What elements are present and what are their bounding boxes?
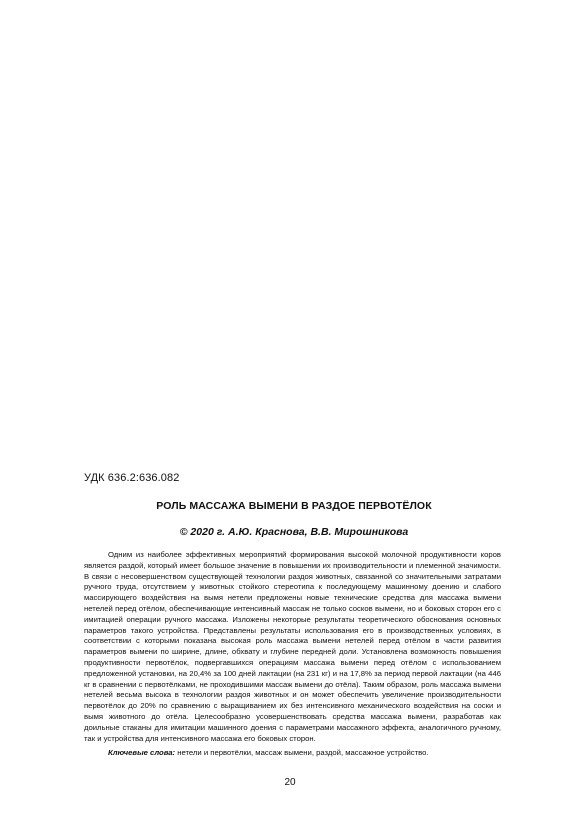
article-authors: © 2020 г. А.Ю. Краснова, В.В. Мирошникова [179,526,409,538]
abstract-paragraph: Одним из наиболее эффективных мероприятий формирования высокой молочной продуктивности коров является раздой, который имеет большое значение в повышении их производительности и племенной значимости. В связи с несовершенством существующей технологии раздоя животных, связанной со значительными затратами ручного труда, отсутствием у животных стойкого стереотипа к последующему машинному доению и слабого массирующего воздействия на вымя нетели предложены новые технические средства для массажа вымени нетелей перед отёлом, обеспечивающие интенсивный массаж не только сосков вымени, но и боковых сторон его с имитацией операции ручного массажа. Изложены некоторые результаты теоретического обоснования основных параметров такого устройства. Представлены результаты использования его в производственных условиях, в соответствии с которыми показана высокая роль массажа вымени нетелей перед отёлом в части развития параметров вымени по ширине, длине, обхвату и глубине передней доли. Установлена возможность повышения продуктивности первотёлок, подвергавшихся операциям массажа вымени перед отёлом с использованием предложенной установки, на 20,4% за 100 дней лактации (на 231 кг) и на 17,8% за период первой лактации (на 446 кг в сравнении с первотёлками, не проходившими массаж вымени до отёла). Таким образом, роль массажа вымени нетелей весьма высока в технологии раздоя животных и он может обеспечить увеличение производительности первотёлок до 20% по сравнению с выращиванием их без интенсивного механического воздействия на соски и вымя животного до отёла. Целесообразно усовершенствовать средства массажа вымени, разработав как доильные стаканы для имитации машинного доения с параметрами массажного эффекта, аналогичного ручному, так и устройства для интенсивного массажа его боковых сторон. [84,550,501,743]
page-number: 20 [284,777,296,788]
udc-code: УДК 636.2:636.082 [84,472,180,484]
article-title: РОЛЬ МАССАЖА ВЫМЕНИ В РАЗДОЕ ПЕРВОТЁЛОК [156,500,432,512]
keywords-text: нетели и первотёлки, массаж вымени, раздой, массажное устройство. [175,748,429,757]
keywords-line [84,748,501,759]
keywords-label: Ключевые слова: [108,748,176,757]
